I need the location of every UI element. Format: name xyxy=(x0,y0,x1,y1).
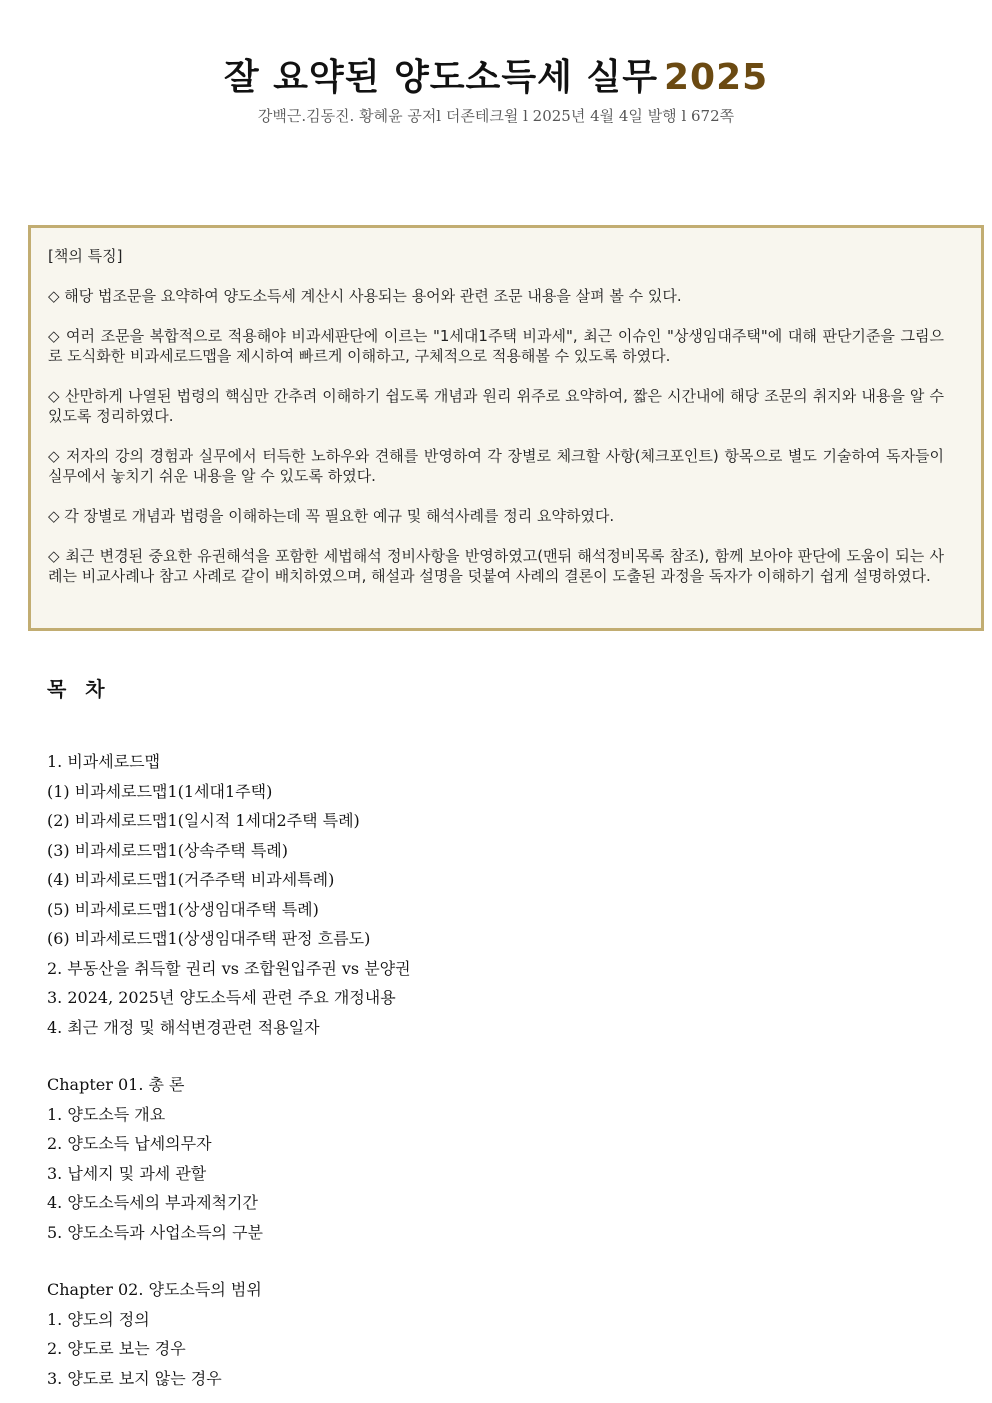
toc-spacer xyxy=(47,1247,947,1275)
feature-item: ◇ 최근 변경된 중요한 유권해석을 포함한 세법해석 정비사항을 반영하였고(맨뒤 해석정비목록 참조), 함께 보아야 판단에 도움이 되는 사례는 비교사례나 참고 사례로 같이 배치하였으며, 해설과 설명을 덧붙여 사례의 결론이 도출된 과정을 독자가 이해하기 쉽게 설명하였다. xyxy=(48,547,944,585)
toc-entry: 3. 양도로 보지 않는 경우 xyxy=(47,1368,222,1388)
toc-spacer xyxy=(47,1042,947,1070)
toc-entry: 5. 양도소득과 사업소득의 구분 xyxy=(47,1222,263,1242)
toc-entry: 3. 2024, 2025년 양도소득세 관련 주요 개정내용 xyxy=(47,988,396,1007)
book-title xyxy=(0,52,992,104)
toc-entry: 4. 양도소득세의 부과제척기간 xyxy=(47,1193,258,1212)
table-of-contents xyxy=(47,747,947,1393)
toc-entry: (1) 비과세로드맵1(1세대1주택) xyxy=(47,781,273,801)
feature-item: ◇ 각 장별로 개념과 법령을 이해하는데 꼭 필요한 예규 및 해석사례를 정리 요약하였다. xyxy=(48,507,615,525)
toc-chapter-title: Chapter 01. 총 론 xyxy=(47,1075,185,1094)
feature-item: ◇ 해당 법조문을 요약하여 양도소득세 계산시 사용되는 용어와 관련 조문 내용을 살펴 볼 수 있다. xyxy=(48,287,682,305)
feature-item: ◇ 저자의 강의 경험과 실무에서 터득한 노하우와 견해를 반영하여 각 장별로 체크할 사항(체크포인트) 항목으로 별도 기술하여 독자들이 실무에서 놓치기 쉬운 내용을 알 수 있도록 하였다. xyxy=(48,447,944,485)
toc-entry: 2. 양도소득 납세의무자 xyxy=(47,1134,212,1153)
feature-item: ◇ 산만하게 나열된 법령의 핵심만 간추려 이해하기 쉽도록 개념과 원리 위주로 요약하여, 짧은 시간내에 해당 조문의 취지와 내용을 알 수 있도록 정리하였다. xyxy=(48,387,944,425)
book-title-text: 잘 요약된 양도소득세 실무 xyxy=(223,57,658,98)
toc-entry: (4) 비과세로드맵1(거주주택 비과세특례) xyxy=(47,870,335,889)
toc-chapter-title: Chapter 02. 양도소득의 범위 xyxy=(47,1280,262,1299)
features-box xyxy=(28,225,984,631)
features-title: [책의 특징] xyxy=(48,247,123,265)
toc-entry: 3. 납세지 및 과세 관할 xyxy=(47,1163,207,1183)
feature-item: ◇ 여러 조문을 복합적으로 적용해야 비과세판단에 이르는 "1세대1주택 비과세", 최근 이슈인 "상생임대주택"에 대해 판단기준을 그림으로 도식화한 비과세로드맵을 제시하여 빠르게 이해하고, 구체적으로 적용해볼 수 있도록 하였다. xyxy=(48,327,944,365)
toc-entry: 2. 양도로 보는 경우 xyxy=(47,1339,186,1358)
toc-entry: (5) 비과세로드맵1(상생임대주택 특례) xyxy=(47,899,319,919)
toc-entry: 1. 양도의 정의 xyxy=(47,1309,150,1329)
book-title-year: 2025 xyxy=(663,57,769,98)
toc-entry: 2. 부동산을 취득할 권리 vs 조합원입주권 vs 분양권 xyxy=(47,958,411,978)
toc-entry: 1. 양도소득 개요 xyxy=(47,1104,166,1124)
book-subtitle: 강백근.김동진. 황혜윤 공저l 더존테크윌 l 2025년 4월 4일 발행 l 672쪽 xyxy=(257,107,735,125)
toc-entry: 4. 최근 개정 및 해석변경관련 적용일자 xyxy=(47,1017,320,1037)
toc-entry: 1. 비과세로드맵 xyxy=(47,752,161,771)
toc-entry: (3) 비과세로드맵1(상속주택 특례) xyxy=(47,840,288,860)
toc-entry: (6) 비과세로드맵1(상생임대주택 판정 흐름도) xyxy=(47,929,371,948)
toc-heading: 목 차 xyxy=(47,677,111,701)
toc-entry: (2) 비과세로드맵1(일시적 1세대2주택 특례) xyxy=(47,811,360,830)
